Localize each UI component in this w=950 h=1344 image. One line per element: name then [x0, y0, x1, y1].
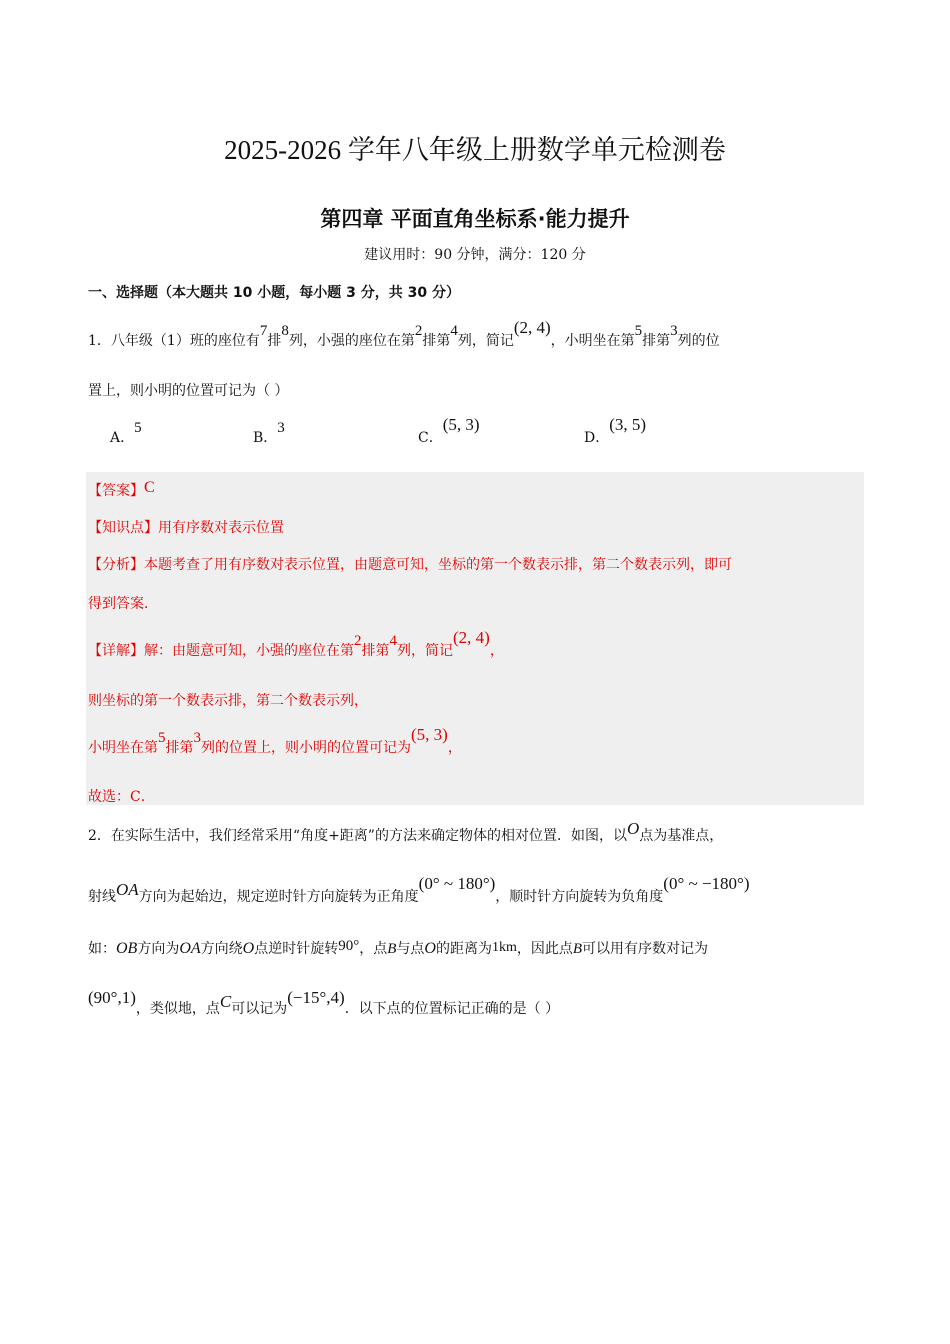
- time-info: 建议用时：90 分钟，满分：120 分: [364, 247, 586, 263]
- chapter-subtitle: 第四章 平面直角坐标系·能力提升: [320, 207, 630, 231]
- question-2-line-4: (90°,1)，类似地，点C可以记为(−15°,4)．以下点的位置标记正确的是（ ）: [88, 988, 560, 1017]
- question-2-line-1: 2．在实际生活中，我们经常采用“角度+距离”的方法来确定物体的相对位置．如图，以O点为基准点，: [88, 819, 724, 844]
- option-d: D．(3, 5): [584, 415, 647, 446]
- question-2-line-3: 如：OB方向为OA方向绕O点逆时针旋转90°，点B与点O的距离为1km，因此点B可以用有序数对记为: [88, 938, 709, 957]
- option-c: C．(5, 3): [418, 415, 480, 446]
- knowledge-point-line: 【知识点】用有序数对表示位置: [88, 520, 284, 536]
- detail-line-2: 则坐标的第一个数表示排，第二个数表示列，: [88, 693, 368, 709]
- answer-line: 【答案】C: [88, 479, 155, 499]
- question-2-line-2: 射线OA方向为起始边，规定逆时针方向旋转为正角度(0° ~ 180°)，顺时针方向旋转为负角度(0° ~ −180°): [88, 874, 750, 905]
- option-a: A．5: [110, 420, 142, 446]
- question-1-line-2: 置上，则小明的位置可记为（ ）: [88, 383, 289, 399]
- detail-line-3: 小明坐在第5排第3列的位置上，则小明的位置可记为(5, 3)，: [88, 725, 462, 756]
- detail-line-1: 【详解】解：由题意可知，小强的座位在第2排第4列，简记(2, 4)，: [88, 628, 504, 659]
- option-b: B．3: [253, 420, 285, 446]
- analysis-line-2: 得到答案．: [88, 596, 158, 612]
- section-heading: 一、选择题（本大题共 10 小题，每小题 3 分，共 30 分）: [88, 285, 460, 301]
- document-title: 2025-2026 学年八年级上册数学单元检测卷: [224, 135, 726, 165]
- detail-line-4: 故选：C．: [88, 789, 155, 805]
- question-1-line-1: 1．八年级（1）班的座位有7排8列，小强的座位在第2排第4列，简记(2, 4)，小明坐在第5排第3列的位: [88, 318, 720, 349]
- analysis-line-1: 【分析】本题考查了用有序数对表示位置，由题意可知，坐标的第一个数表示排，第二个数表示列，即可: [88, 557, 732, 573]
